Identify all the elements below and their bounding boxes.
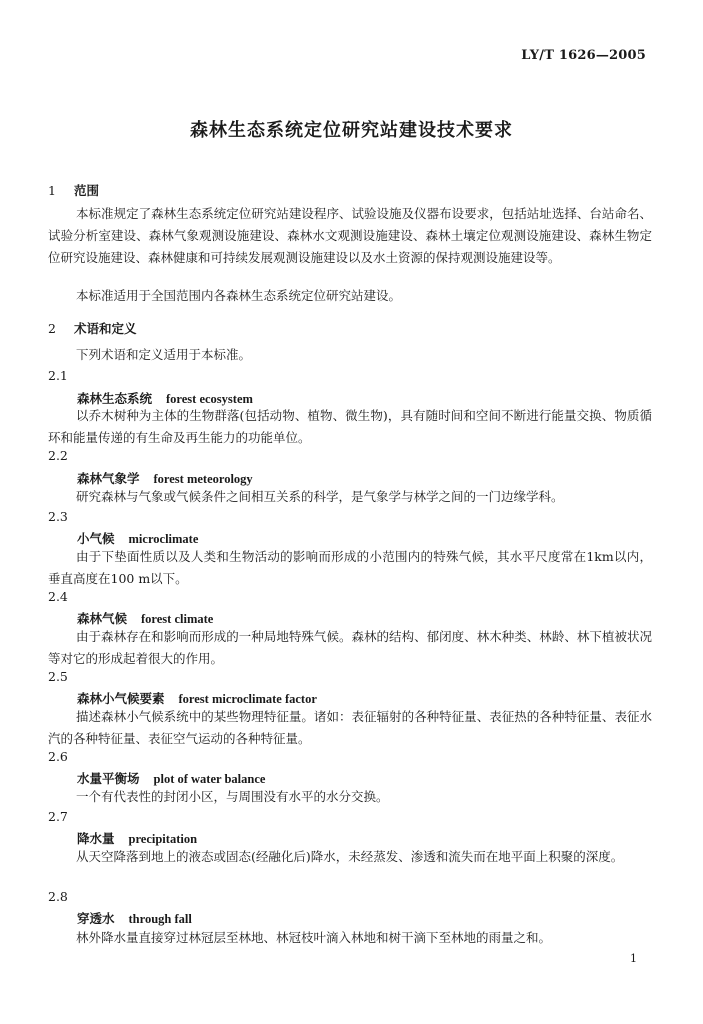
term-definition: 林外降水量直接穿过林冠层至林地、林冠枝叶滴入林地和树干滴下至林地的雨量之和。 xyxy=(76,930,552,945)
section-title: 术语和定义 xyxy=(74,321,137,336)
term-zh: 森林小气候要素 xyxy=(77,691,165,706)
clause-number: 2.3 xyxy=(48,509,68,524)
scope-paragraph-2: 本标准适用于全国范围内各森林生态系统定位研究站建设。 xyxy=(76,288,402,303)
section-title: 范围 xyxy=(74,183,100,198)
section-heading-scope xyxy=(48,181,99,199)
term-definition: 研究森林与气象或气候条件之间相互关系的科学，是气象学与林学之间的一门边缘学科。 xyxy=(76,489,564,504)
term-en: forest climate xyxy=(141,612,214,626)
term-definition: 由于下垫面性质以及人类和生物活动的影响而形成的小范围内的特殊气候，其水平尺度常在1km以内，垂直高度在100 m以下。 xyxy=(48,549,652,586)
term-en: plot of water balance xyxy=(153,772,266,786)
scope-paragraph-1: 本标准规定了森林生态系统定位研究站建设程序、试验设施及仪器布设要求，包括站址选择、台站命名、试验分析室建设、森林气象观测设施建设、森林水文观测设施建设、森林土壤定位观测设施建设、森林生物定位研究设施建设、森林健康和可持续发展观测设施建设以及水土资源的保持观测设施建设等。 xyxy=(48,206,652,265)
clause-number: 2.6 xyxy=(48,749,68,764)
section-number: 1 xyxy=(48,183,56,198)
term-title xyxy=(77,769,265,787)
document-title: 森林生态系统定位研究站建设技术要求 xyxy=(190,120,513,141)
term-en: microclimate xyxy=(128,532,199,546)
term-title xyxy=(77,469,253,487)
term-zh: 小气候 xyxy=(77,531,115,546)
page-number: 1 xyxy=(630,952,637,965)
clause-number: 2.5 xyxy=(48,669,68,684)
clause-number: 2.8 xyxy=(48,889,68,904)
standard-code: LY/T 1626—2005 xyxy=(521,48,646,63)
term-title xyxy=(77,529,198,547)
section-number: 2 xyxy=(48,321,56,336)
clause-number: 2.7 xyxy=(48,809,68,824)
term-zh: 森林气象学 xyxy=(77,471,140,486)
term-definition: 从天空降落到地上的液态或固态(经融化后)降水，未经蒸发、渗透和流失而在地平面上积聚的深度。 xyxy=(76,849,624,864)
term-zh: 降水量 xyxy=(77,831,115,846)
term-zh: 穿透水 xyxy=(77,911,115,926)
term-definition: 以乔木树种为主体的生物群落(包括动物、植物、微生物)，具有随时间和空间不断进行能量交换、物质循环和能量传递的有生命及再生能力的功能单位。 xyxy=(48,408,652,445)
term-definition: 由于森林存在和影响而形成的一种局地特殊气候。森林的结构、郁闭度、林木种类、林龄、林下植被状况等对它的形成起着很大的作用。 xyxy=(48,629,652,666)
term-zh: 森林气候 xyxy=(77,611,128,626)
term-title xyxy=(77,829,197,847)
clause-number: 2.4 xyxy=(48,589,68,604)
term-title xyxy=(77,909,192,927)
term-title xyxy=(77,689,317,707)
term-en: precipitation xyxy=(128,832,198,846)
clause-number: 2.1 xyxy=(48,368,68,383)
section-heading-terms xyxy=(48,319,137,337)
term-en: forest ecosystem xyxy=(166,392,253,406)
term-zh: 森林生态系统 xyxy=(77,391,153,406)
term-en: forest microclimate factor xyxy=(178,692,317,706)
term-definition: 一个有代表性的封闭小区，与周围没有水平的水分交换。 xyxy=(76,789,389,804)
terms-intro: 下列术语和定义适用于本标准。 xyxy=(76,347,252,362)
clause-number: 2.2 xyxy=(48,448,68,463)
term-zh: 水量平衡场 xyxy=(77,771,140,786)
term-definition: 描述森林小气候系统中的某些物理特征量。诸如：表征辐射的各种特征量、表征热的各种特征量、表征水汽的各种特征量、表征空气运动的各种特征量。 xyxy=(48,709,652,746)
term-en: through fall xyxy=(128,912,192,926)
term-en: forest meteorology xyxy=(153,472,253,486)
term-title xyxy=(77,609,213,627)
